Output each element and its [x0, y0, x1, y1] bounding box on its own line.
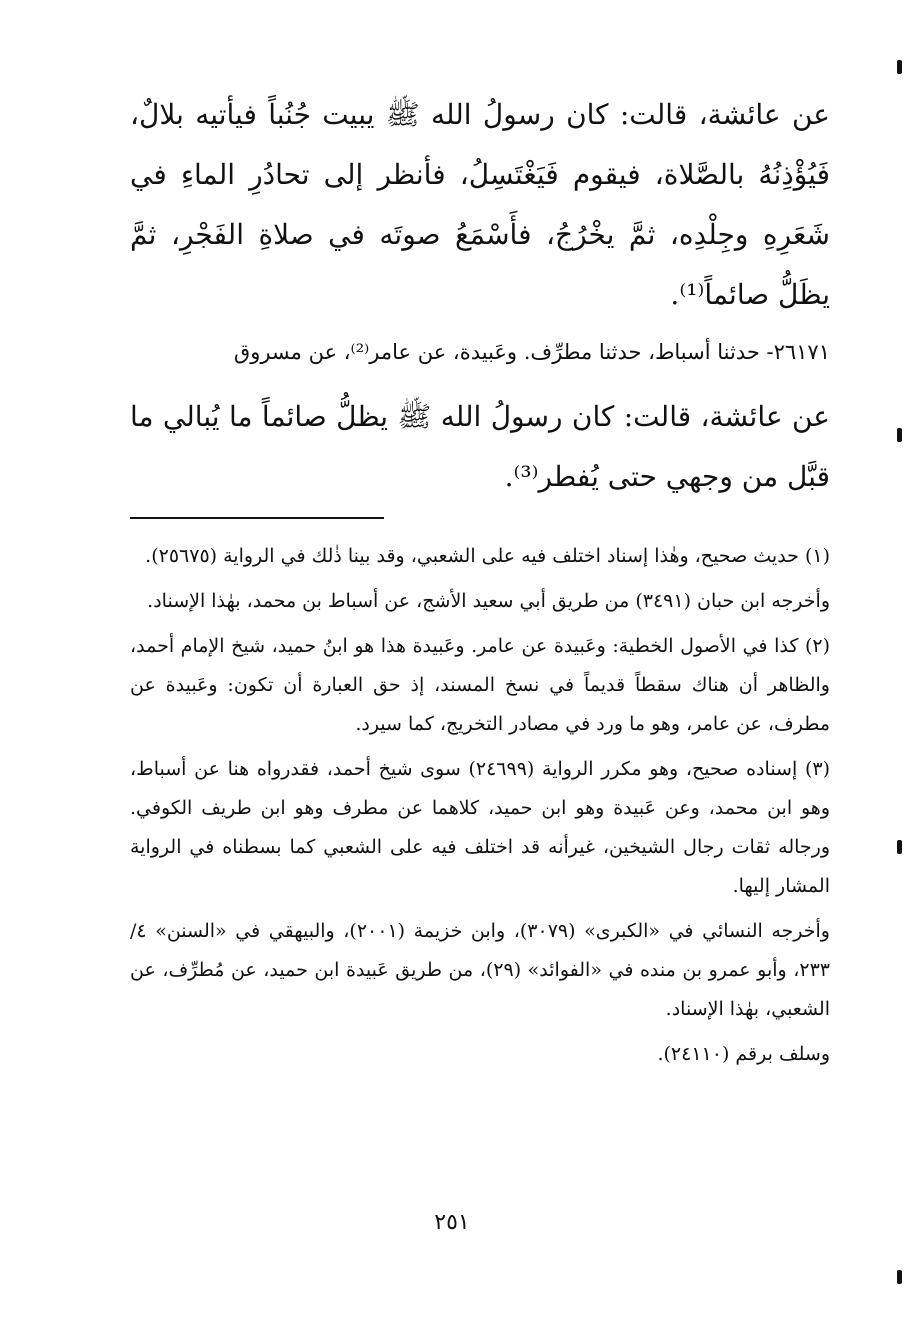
- scan-mark: [897, 840, 902, 854]
- footnote-1-takhrij: وأخرجه ابن حبان (٣٤٩١) من طريق أبي سعيد الأشج، عن أسباط بن محمد، بهٰذا الإسناد.: [147, 590, 830, 612]
- hadith-text-1: عن عائشة، قالت: كان رسولُ الله ﷺ يبيت جُنُباً فيأتيه بلالٌ، فَيُؤْذِنُهُ بالصَّلاة، فيقوم فَيَغْتَسِلُ، فأنظر إلى تحادُرِ الماءِ في شَعَرِهِ وجِلْدِه، ثمَّ يخْرُجُ، فأَسْمَعُ صوتَه في صلاةِ الفَجْرِ، ثمَّ يظَلُّ صائماً⁽¹⁾.: [130, 98, 830, 311]
- footnote-3-salaf: وسلف برقم (٢٤١١٠).: [657, 1043, 830, 1065]
- footnote-3: (٣) إسناده صحيح، وهو مكرر الرواية (٢٤٦٩٩) سوى شيخ أحمد، فقدرواه هنا عن أسباط، وهو ابن محمد، وعن عَبيدة وهو ابن حميد، كلاهما عن مطرف وهو ابن طريف الكوفي. ورجاله ثقات رجال الشيخين، غيرأنه قد اختلف فيه على الشعبي كما بسطناه في الرواية المشار إليها.: [130, 758, 830, 897]
- hadith-text-2: عن عائشة، قالت: كان رسولُ الله ﷺ يظلُّ صائماً ما يُبالي ما قبَّل من وجهي حتى يُفطر⁽³⁾.: [130, 400, 830, 493]
- footnote-3-takhrij: وأخرجه النسائي في «الكبرى» (٣٠٧٩)، وابن خزيمة (٢٠٠١)، والبيهقي في «السنن» ٤/ ٢٣٣، وأبو عمرو بن منده في «الفوائد» (٢٩)، من طريق عَبيدة ابن حميد، عن مُطرِّف، عن الشعبي، بهٰذا الإسناد.: [130, 920, 831, 1020]
- isnad-26171: ٢٦١٧١- حدثنا أسباط، حدثنا مطرِّف. وعَبيدة، عن عامر⁽²⁾، عن مسروق: [233, 340, 830, 364]
- scan-mark: [897, 1270, 902, 1284]
- footnote-separator: [130, 517, 384, 519]
- page-number: ٢٥١: [434, 1210, 470, 1235]
- footnote-2: (٢) كذا في الأصول الخطية: وعَبيدة عن عامر. وعَبيدة هذا هو ابنُ حميد، شيخ الإمام أحمد، والظاهر أن هناك سقطاً قديماً في نسخ المسند، إذ حق العبارة أن تكون: وعَبيدة عن مطرف، عن عامر، وهو ما ورد في مصادر التخريج، كما سيرد.: [130, 635, 830, 735]
- scan-mark: [897, 60, 902, 74]
- page-body: [130, 85, 830, 1080]
- footnote-1: (١) حديث صحيح، وهٰذا إسناد اختلف فيه على الشعبي، وقد بينا ذٰلك في الرواية (٢٥٦٧٥).: [145, 545, 830, 567]
- footnotes: [130, 537, 830, 1074]
- scan-mark: [897, 428, 902, 442]
